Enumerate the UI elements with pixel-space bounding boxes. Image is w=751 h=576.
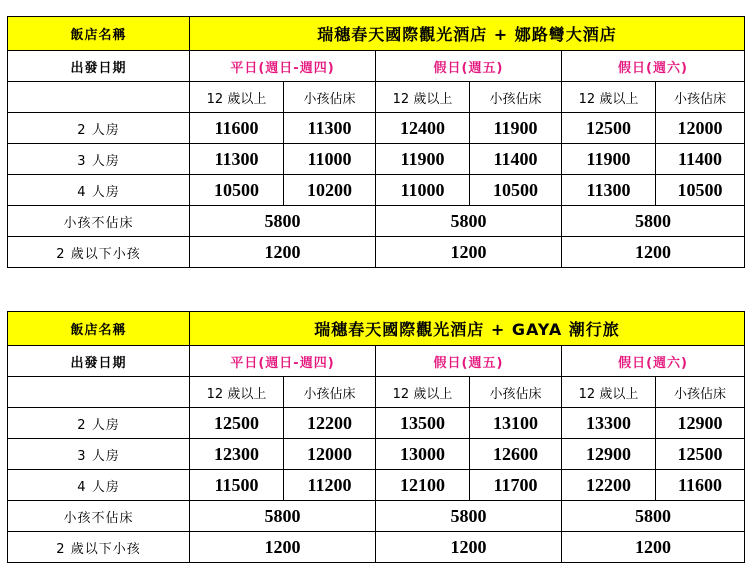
price-cell: 10500 — [470, 175, 562, 206]
price-cell: 5800 — [562, 501, 745, 532]
table-row — [8, 439, 745, 470]
price-cell: 1200 — [562, 532, 745, 563]
sub-header-child-bed: 小孩佔床 — [470, 377, 562, 408]
extra-label: 2 歲以下小孩 — [8, 532, 190, 563]
price-cell: 13500 — [376, 408, 470, 439]
date-label: 出發日期 — [8, 346, 190, 377]
hotel-name: 瑞穗春天國際觀光酒店 + GAYA 潮行旅 — [190, 312, 745, 346]
price-cell: 12100 — [376, 470, 470, 501]
sub-header-adult: 12 歲以上 — [376, 82, 470, 113]
price-cell: 11300 — [562, 175, 656, 206]
room-label: 3 人房 — [8, 144, 190, 175]
price-cell: 5800 — [376, 501, 562, 532]
price-cell: 11600 — [656, 470, 745, 501]
price-cell: 13300 — [562, 408, 656, 439]
table-row — [8, 113, 745, 144]
day-type-saturday: 假日(週六) — [562, 51, 745, 82]
table-row — [8, 144, 745, 175]
price-cell: 5800 — [190, 501, 376, 532]
table-row — [8, 470, 745, 501]
price-cell: 11400 — [656, 144, 745, 175]
price-cell: 5800 — [562, 206, 745, 237]
date-label: 出發日期 — [8, 51, 190, 82]
price-cell: 12900 — [562, 439, 656, 470]
price-cell: 12500 — [562, 113, 656, 144]
blank-cell — [8, 377, 190, 408]
room-label: 4 人房 — [8, 175, 190, 206]
sub-header-adult: 12 歲以上 — [190, 377, 284, 408]
price-cell: 5800 — [190, 206, 376, 237]
price-cell: 5800 — [376, 206, 562, 237]
price-cell: 11400 — [470, 144, 562, 175]
price-cell: 12400 — [376, 113, 470, 144]
table-row — [8, 501, 745, 532]
price-cell: 11700 — [470, 470, 562, 501]
price-cell: 11900 — [562, 144, 656, 175]
price-cell: 12600 — [470, 439, 562, 470]
price-cell: 12900 — [656, 408, 745, 439]
extra-label: 2 歲以下小孩 — [8, 237, 190, 268]
price-cell: 1200 — [190, 237, 376, 268]
room-label: 2 人房 — [8, 408, 190, 439]
price-cell: 1200 — [376, 532, 562, 563]
price-table-1 — [7, 16, 745, 268]
extra-label: 小孩不佔床 — [8, 206, 190, 237]
sub-header-child-bed: 小孩佔床 — [284, 82, 376, 113]
sub-header-adult: 12 歲以上 — [376, 377, 470, 408]
price-cell: 13100 — [470, 408, 562, 439]
day-type-weekday: 平日(週日-週四) — [190, 51, 376, 82]
sub-header-child-bed: 小孩佔床 — [470, 82, 562, 113]
price-cell: 11000 — [284, 144, 376, 175]
table-row — [8, 175, 745, 206]
price-cell: 1200 — [562, 237, 745, 268]
price-cell: 12000 — [284, 439, 376, 470]
room-label: 3 人房 — [8, 439, 190, 470]
price-cell: 11900 — [376, 144, 470, 175]
room-label: 4 人房 — [8, 470, 190, 501]
price-cell: 1200 — [190, 532, 376, 563]
price-cell: 11300 — [190, 144, 284, 175]
price-cell: 12300 — [190, 439, 284, 470]
sub-header-adult: 12 歲以上 — [562, 377, 656, 408]
hotel-name: 瑞穗春天國際觀光酒店 + 娜路彎大酒店 — [190, 17, 745, 51]
day-type-weekday: 平日(週日-週四) — [190, 346, 376, 377]
price-cell: 12500 — [190, 408, 284, 439]
price-cell: 11600 — [190, 113, 284, 144]
price-cell: 11300 — [284, 113, 376, 144]
sub-header-child-bed: 小孩佔床 — [284, 377, 376, 408]
price-cell: 11200 — [284, 470, 376, 501]
sub-header-child-bed: 小孩佔床 — [656, 377, 745, 408]
day-type-friday: 假日(週五) — [376, 51, 562, 82]
price-cell: 11000 — [376, 175, 470, 206]
sub-header-child-bed: 小孩佔床 — [656, 82, 745, 113]
extra-label: 小孩不佔床 — [8, 501, 190, 532]
table-row — [8, 408, 745, 439]
sub-header-adult: 12 歲以上 — [562, 82, 656, 113]
price-cell: 10500 — [656, 175, 745, 206]
table-row — [8, 532, 745, 563]
price-cell: 1200 — [376, 237, 562, 268]
price-cell: 12000 — [656, 113, 745, 144]
blank-cell — [8, 82, 190, 113]
price-cell: 12200 — [284, 408, 376, 439]
room-label: 2 人房 — [8, 113, 190, 144]
price-cell: 11500 — [190, 470, 284, 501]
hotel-label: 飯店名稱 — [8, 312, 190, 346]
day-type-saturday: 假日(週六) — [562, 346, 745, 377]
price-cell: 10500 — [190, 175, 284, 206]
price-cell: 10200 — [284, 175, 376, 206]
table-row — [8, 206, 745, 237]
price-cell: 12500 — [656, 439, 745, 470]
price-cell: 11900 — [470, 113, 562, 144]
price-cell: 13000 — [376, 439, 470, 470]
price-table-2 — [7, 311, 745, 563]
day-type-friday: 假日(週五) — [376, 346, 562, 377]
price-cell: 12200 — [562, 470, 656, 501]
table-row — [8, 237, 745, 268]
hotel-label: 飯店名稱 — [8, 17, 190, 51]
sub-header-adult: 12 歲以上 — [190, 82, 284, 113]
